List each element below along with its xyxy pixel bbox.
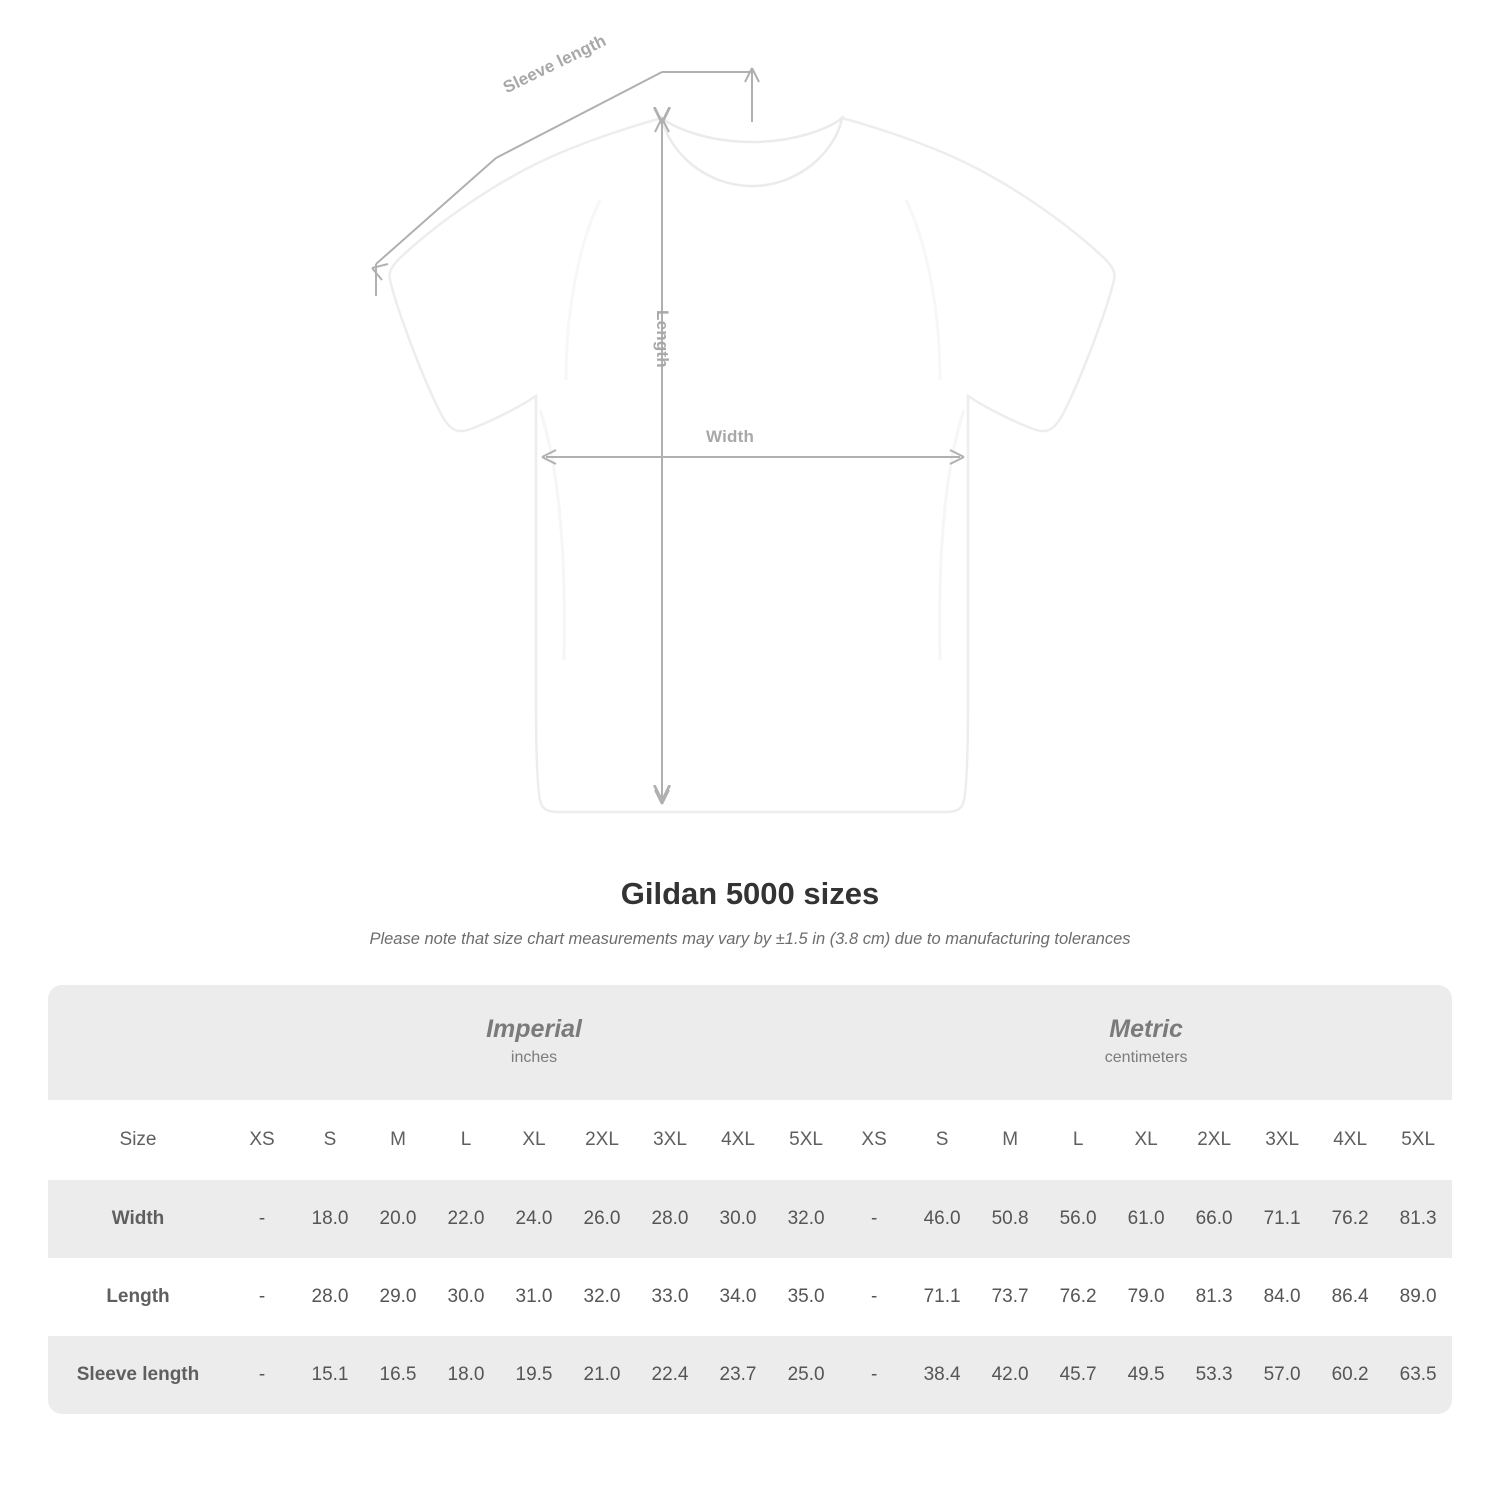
column-header-imperial-4xl: 4XL	[704, 1100, 772, 1180]
unit-group-metric	[840, 985, 1452, 1100]
cell-width-metric-m: 50.8	[976, 1180, 1044, 1258]
column-header-metric-3xl: 3XL	[1248, 1100, 1316, 1180]
length-label: Length	[653, 310, 672, 368]
table-header-row	[48, 1100, 1452, 1180]
column-header-metric-xl: XL	[1112, 1100, 1180, 1180]
cell-width-metric-xs: -	[840, 1180, 908, 1258]
column-header-imperial-5xl: 5XL	[772, 1100, 840, 1180]
cell-length-metric-xl: 79.0	[1112, 1258, 1180, 1336]
cell-width-imperial-3xl: 28.0	[636, 1180, 704, 1258]
cell-length-metric-m: 73.7	[976, 1258, 1044, 1336]
title-block	[0, 876, 1500, 949]
cell-length-metric-3xl: 84.0	[1248, 1258, 1316, 1336]
cell-width-metric-s: 46.0	[908, 1180, 976, 1258]
imperial-sub: inches	[510, 1049, 558, 1067]
cell-width-metric-5xl: 81.3	[1384, 1180, 1452, 1258]
column-header-metric-m: M	[976, 1100, 1044, 1180]
column-header-imperial-3xl: 3XL	[636, 1100, 704, 1180]
cell-sleeve-metric-m: 42.0	[976, 1336, 1044, 1414]
cell-sleeve-imperial-m: 16.5	[364, 1336, 432, 1414]
cell-width-imperial-2xl: 26.0	[568, 1180, 636, 1258]
cell-sleeve-metric-xs: -	[840, 1336, 908, 1414]
column-header-metric-s: S	[908, 1100, 976, 1180]
cell-sleeve-metric-s: 38.4	[908, 1336, 976, 1414]
unit-group-row	[48, 985, 1452, 1100]
column-header-metric-5xl: 5XL	[1384, 1100, 1452, 1180]
cell-sleeve-metric-l: 45.7	[1044, 1336, 1112, 1414]
cell-width-imperial-xs: -	[228, 1180, 296, 1258]
cell-length-imperial-2xl: 32.0	[568, 1258, 636, 1336]
cell-width-imperial-s: 18.0	[296, 1180, 364, 1258]
column-header-imperial-m: M	[364, 1100, 432, 1180]
cell-length-metric-4xl: 86.4	[1316, 1258, 1384, 1336]
cell-width-imperial-5xl: 32.0	[772, 1180, 840, 1258]
column-header-imperial-s: S	[296, 1100, 364, 1180]
cell-sleeve-imperial-l: 18.0	[432, 1336, 500, 1414]
cell-sleeve-metric-4xl: 60.2	[1316, 1336, 1384, 1414]
cell-sleeve-metric-2xl: 53.3	[1180, 1336, 1248, 1414]
cell-width-metric-2xl: 66.0	[1180, 1180, 1248, 1258]
row-label-width: Width	[48, 1180, 228, 1258]
cell-width-metric-l: 56.0	[1044, 1180, 1112, 1258]
row-label-length: Length	[48, 1258, 228, 1336]
cell-length-imperial-xl: 31.0	[500, 1258, 568, 1336]
unit-group-imperial	[228, 985, 840, 1100]
column-header-metric-2xl: 2XL	[1180, 1100, 1248, 1180]
cell-length-imperial-xs: -	[228, 1258, 296, 1336]
cell-sleeve-imperial-4xl: 23.7	[704, 1336, 772, 1414]
cell-width-imperial-l: 22.0	[432, 1180, 500, 1258]
metric-sub: centimeters	[1104, 1049, 1188, 1067]
cell-length-metric-s: 71.1	[908, 1258, 976, 1336]
cell-sleeve-imperial-2xl: 21.0	[568, 1336, 636, 1414]
cell-width-metric-xl: 61.0	[1112, 1180, 1180, 1258]
cell-width-metric-3xl: 71.1	[1248, 1180, 1316, 1258]
metric-name: Metric	[1109, 1015, 1183, 1044]
column-header-imperial-xs: XS	[228, 1100, 296, 1180]
table-row	[48, 1180, 1452, 1258]
width-label: Width	[706, 427, 755, 446]
cell-sleeve-metric-3xl: 57.0	[1248, 1336, 1316, 1414]
column-header-imperial-2xl: 2XL	[568, 1100, 636, 1180]
cell-sleeve-imperial-3xl: 22.4	[636, 1336, 704, 1414]
cell-sleeve-metric-xl: 49.5	[1112, 1336, 1180, 1414]
cell-length-imperial-5xl: 35.0	[772, 1258, 840, 1336]
unit-group-spacer	[48, 985, 228, 1100]
column-header-metric-xs: XS	[840, 1100, 908, 1180]
tshirt-shape	[389, 118, 1114, 812]
cell-width-imperial-xl: 24.0	[500, 1180, 568, 1258]
cell-sleeve-imperial-xs: -	[228, 1336, 296, 1414]
size-table	[48, 985, 1452, 1414]
cell-length-imperial-m: 29.0	[364, 1258, 432, 1336]
page-title: Gildan 5000 sizes	[620, 876, 880, 911]
table-row	[48, 1258, 1452, 1336]
cell-length-imperial-s: 28.0	[296, 1258, 364, 1336]
cell-length-imperial-4xl: 34.0	[704, 1258, 772, 1336]
cell-sleeve-imperial-5xl: 25.0	[772, 1336, 840, 1414]
sleeve-length-label: Sleeve length	[500, 30, 610, 98]
cell-length-metric-l: 76.2	[1044, 1258, 1112, 1336]
column-header-imperial-xl: XL	[500, 1100, 568, 1180]
column-header-metric-4xl: 4XL	[1316, 1100, 1384, 1180]
column-header-size: Size	[48, 1100, 228, 1180]
cell-sleeve-imperial-xl: 19.5	[500, 1336, 568, 1414]
cell-length-metric-xs: -	[840, 1258, 908, 1336]
cell-sleeve-metric-5xl: 63.5	[1384, 1336, 1452, 1414]
cell-width-imperial-4xl: 30.0	[704, 1180, 772, 1258]
tolerance-note: Please note that size chart measurements may vary by ±1.5 in (3.8 cm) due to manufacturing tolerances	[369, 930, 1131, 948]
cell-length-metric-5xl: 89.0	[1384, 1258, 1452, 1336]
cell-width-metric-4xl: 76.2	[1316, 1180, 1384, 1258]
column-header-metric-l: L	[1044, 1100, 1112, 1180]
cell-length-imperial-3xl: 33.0	[636, 1258, 704, 1336]
imperial-name: Imperial	[486, 1015, 582, 1044]
cell-sleeve-imperial-s: 15.1	[296, 1336, 364, 1414]
column-header-imperial-l: L	[432, 1100, 500, 1180]
row-label-sleeve-length: Sleeve length	[48, 1336, 228, 1414]
table-row	[48, 1336, 1452, 1414]
size-table-wrapper	[48, 985, 1452, 1414]
cell-length-metric-2xl: 81.3	[1180, 1258, 1248, 1336]
cell-width-imperial-m: 20.0	[364, 1180, 432, 1258]
cell-length-imperial-l: 30.0	[432, 1258, 500, 1336]
